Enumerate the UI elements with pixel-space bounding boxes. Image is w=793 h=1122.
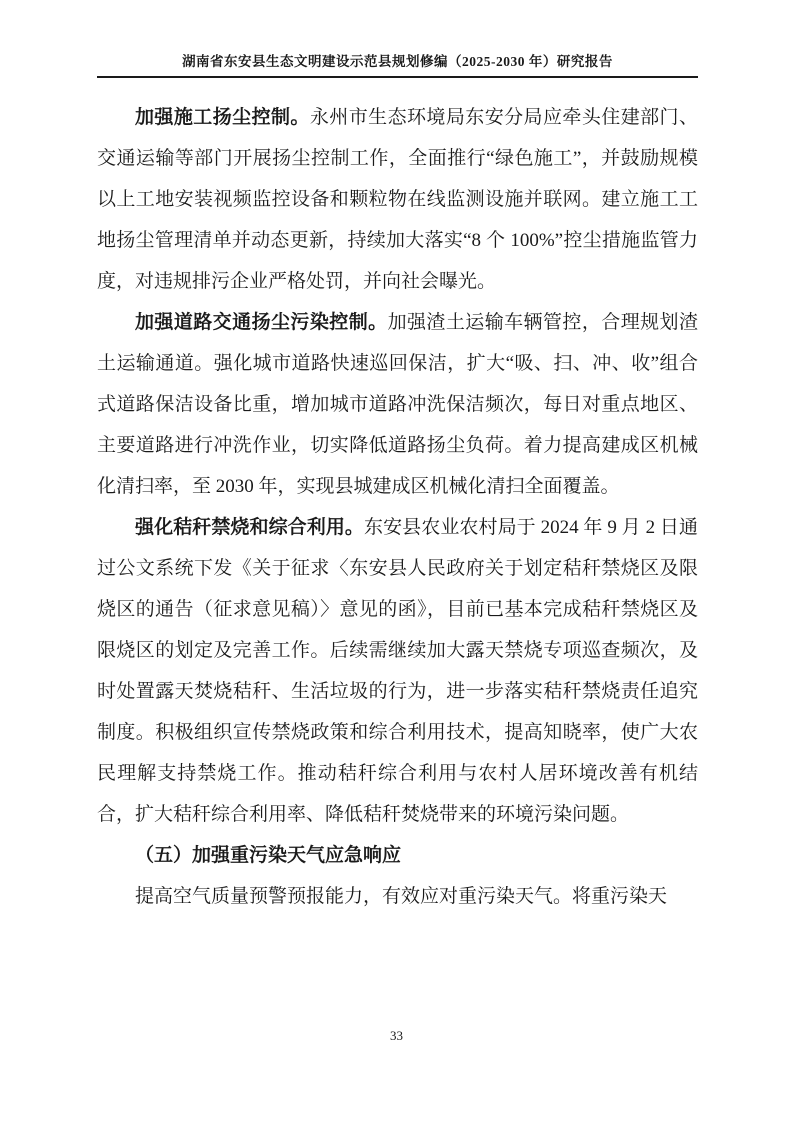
page-footer [0, 1028, 793, 1044]
section-heading: （五）加强重污染天气应急响应 [135, 845, 402, 866]
document-body [97, 97, 698, 917]
paragraph-dust-control [97, 97, 698, 302]
paragraph-heavy-pollution: 提高空气质量预警预报能力，有效应对重污染天气。将重污染天 [135, 886, 668, 907]
page-header [97, 50, 698, 78]
paragraph-text: 永州市生态环境局东安分局应牵头住建部门、交通运输等部门开展扬尘控制工作，全面推行“绿色施工”，并鼓励规模以上工地安装视频监控设备和颗粒物在线监测设施并联网。建立施工工地扬尘管理清单并动态更新，持续加大落实“8 个 100%”控尘措施监管力度，对违规排污企业严格处罚，并向社会曝光。 [97, 107, 698, 292]
paragraph-straw-burning [97, 507, 698, 835]
paragraph-road-dust [97, 302, 698, 507]
paragraph-text: 加强渣土运输车辆管控，合理规划渣土运输通道。强化城市道路快速巡回保洁，扩大“吸、扫、冲、收”组合式道路保洁设备比重，增加城市道路冲洗保洁频次，每日对重点地区、主要道路进行冲洗作业，切实降低道路扬尘负荷。着力提高建成区机械化清扫率，至 2030 年，实现县城建成区机械化清扫全面覆盖。 [97, 312, 698, 497]
header-title: 湖南省东安县生态文明建设示范县规划修编（2025-2030 年）研究报告 [182, 54, 613, 69]
paragraph-lead: 强化秸秆禁烧和综合利用。 [135, 517, 364, 538]
page-number: 33 [390, 1028, 403, 1043]
paragraph-lead: 加强道路交通扬尘污染控制。 [135, 312, 388, 333]
paragraph-lead: 加强施工扬尘控制。 [135, 107, 310, 128]
paragraph-text: 东安县农业农村局于 2024 年 9 月 2 日通过公文系统下发《关于征求〈东安县人民政府关于划定秸秆禁烧区及限烧区的通告（征求意见稿）〉意见的函》，目前已基本完成秸秆禁烧区及限烧区的划定及完善工作。后续需继续加大露天禁烧专项巡查频次，及时处置露天焚烧秸秆、生活垃圾的行为，进一步落实秸秆禁烧责任追究制度。积极组织宣传禁烧政策和综合利用技术，提高知晓率，使广大农民理解支持禁烧工作。推动秸秆综合利用与农村人居环境改善有机结合，扩大秸秆综合利用率、降低秸秆焚烧带来的环境污染问题。 [97, 517, 698, 825]
